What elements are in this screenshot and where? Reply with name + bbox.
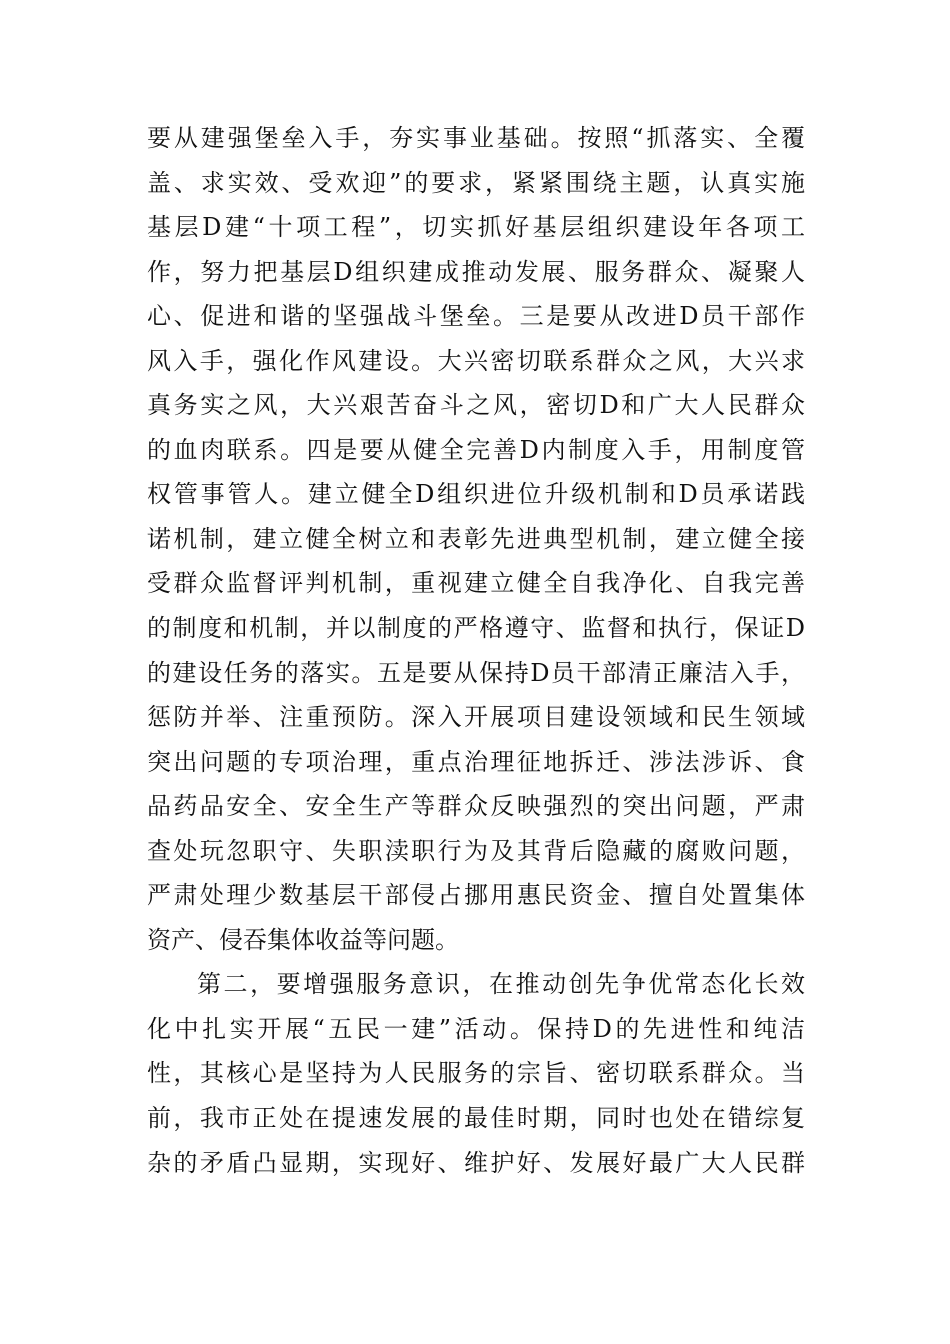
text-line: 的建设任务的落实。五是要从保持D员干部清正廉洁入手， <box>147 658 805 687</box>
text-line: 要从建强堡垒入手，夯实事业基础。按照“抓落实、全覆 <box>147 124 805 152</box>
text-line: 前，我市正处在提速发展的最佳时期，同时也处在错综复 <box>147 1104 805 1133</box>
text-line: 受群众监督评判机制，重视建立健全自我净化、自我完善 <box>147 569 805 598</box>
text-line: 性，其核心是坚持为人民服务的宗旨、密切联系群众。当 <box>147 1059 805 1088</box>
text-line: 基层D建“十项工程”，切实抓好基层组织建设年各项工 <box>147 213 805 242</box>
text-line: 惩防并举、注重预防。深入开展项目建设领域和民生领域 <box>147 703 805 732</box>
paragraph-2 <box>147 962 805 1185</box>
text-line: 品药品安全、安全生产等群众反映强烈的突出问题，严肃 <box>147 792 805 821</box>
text-line: 第二，要增强服务意识，在推动创先争优常态化长效 <box>197 970 805 999</box>
text-line: 严肃处理少数基层干部侵占挪用惠民资金、擅自处置集体 <box>147 881 805 910</box>
text-line: 突出问题的专项治理，重点治理征地拆迁、涉法涉诉、食 <box>147 747 805 776</box>
text-line: 的血肉联系。四是要从健全完善D内制度入手，用制度管 <box>147 435 805 464</box>
text-line: 诺机制，建立健全树立和表彰先进典型机制，建立健全接 <box>147 524 805 553</box>
paragraph-1 <box>147 116 805 962</box>
text-line: 化中扎实开展“五民一建”活动。保持D的先进性和纯洁 <box>147 1014 805 1043</box>
text-line: 权管事管人。建立健全D组织进位升级机制和D员承诺践 <box>147 480 805 509</box>
text-line: 查处玩忽职守、失职渎职行为及其背后隐藏的腐败问题， <box>147 836 805 865</box>
text-line: 杂的矛盾凸显期，实现好、维护好、发展好最广大人民群 <box>147 1148 805 1177</box>
text-line: 的制度和机制，并以制度的严格遵守、监督和执行，保证D <box>147 614 805 643</box>
text-line: 风入手，强化作风建设。大兴密切联系群众之风，大兴求 <box>147 346 805 375</box>
text-line: 真务实之风，大兴艰苦奋斗之风，密切D和广大人民群众 <box>147 391 805 420</box>
text-line: 心、促进和谐的坚强战斗堡垒。三是要从改进D员干部作 <box>147 302 805 331</box>
text-line: 作，努力把基层D组织建成推动发展、服务群众、凝聚人 <box>147 257 805 286</box>
document-body <box>147 116 805 1185</box>
text-line: 资产、侵吞集体收益等问题。 <box>147 925 459 954</box>
text-line: 盖、求实效、受欢迎”的要求，紧紧围绕主题，认真实施 <box>147 168 805 197</box>
